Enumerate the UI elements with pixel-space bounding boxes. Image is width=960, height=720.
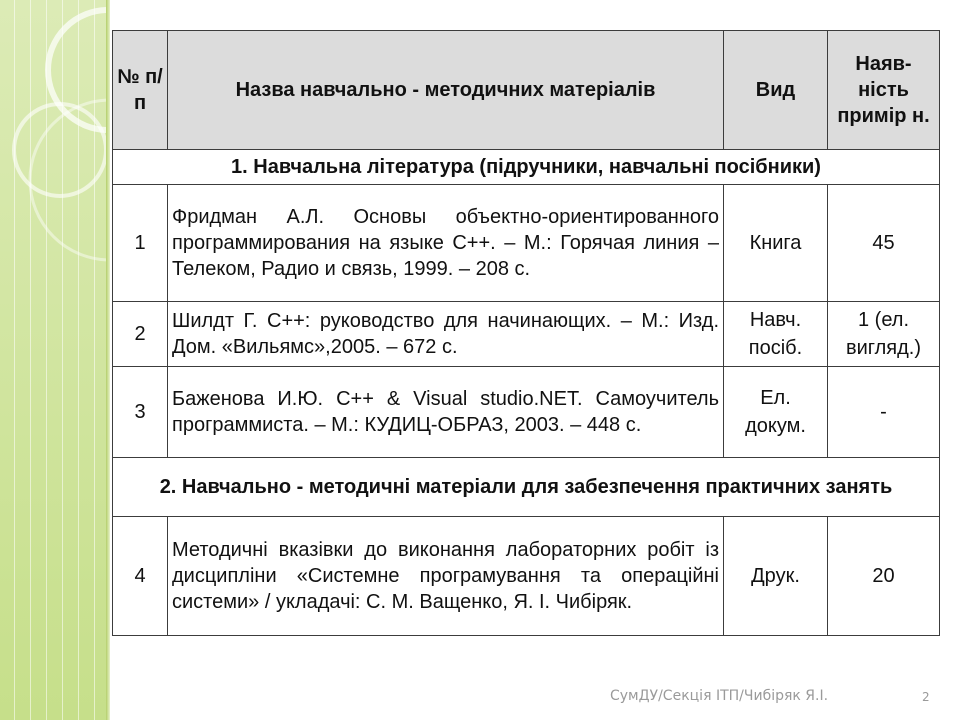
decorative-circles-icon — [0, 0, 106, 720]
row-num: 3 — [113, 367, 168, 458]
row-num: 4 — [113, 517, 168, 636]
row-title: Шилдт Г. С++: руководство для начинающих. – М.: Изд. Дом. «Вильямс»,2005. – 672 с. — [168, 302, 724, 367]
table-row — [113, 185, 940, 302]
row-type: Ел. докум. — [724, 367, 828, 458]
decorative-side-panel — [0, 0, 106, 720]
section-row — [113, 150, 940, 185]
header-count: Наяв-ність примір н. — [828, 31, 940, 150]
section-title: 2. Навчально - методичні матеріали для забезпечення практичних занять — [113, 458, 940, 517]
row-type: Навч. посіб. — [724, 302, 828, 367]
side-panel-edge — [106, 0, 110, 720]
header-title: Назва навчально - методичних матеріалів — [168, 31, 724, 150]
table-row — [113, 367, 940, 458]
row-title: Фридман А.Л. Основы объектно-ориентированного программирования на языке С++. – М.: Горячая линия – Телеком, Радио и связь, 1999. – 208 с. — [168, 185, 724, 302]
header-type: Вид — [724, 31, 828, 150]
table-row — [113, 517, 940, 636]
row-type: Друк. — [724, 517, 828, 636]
row-count: 1 (ел. вигляд.) — [828, 302, 940, 367]
header-num: № п/п — [113, 31, 168, 150]
footer-text: СумДУ/Секція ІТП/Чибіряк Я.І. — [610, 688, 829, 704]
section-title: 1. Навчальна література (підручники, навчальні посібники) — [113, 150, 940, 185]
row-title: Методичні вказівки до виконання лабораторних робіт із дисципліни «Системне програмування та операційні системи» / укладачі: С. М. Ващенко, Я. І. Чибіряк. — [168, 517, 724, 636]
page-number: 2 — [922, 690, 930, 704]
table-row — [113, 302, 940, 367]
row-num: 2 — [113, 302, 168, 367]
row-count: - — [828, 367, 940, 458]
row-title: Баженова И.Ю. С++ & Visual studio.NET. Самоучитель программиста. – М.: КУДИЦ-ОБРАЗ, 2003. – 448 с. — [168, 367, 724, 458]
section-row — [113, 458, 940, 517]
table-header-row — [113, 31, 940, 150]
row-num: 1 — [113, 185, 168, 302]
row-count: 45 — [828, 185, 940, 302]
row-type: Книга — [724, 185, 828, 302]
materials-table — [112, 30, 940, 636]
row-count: 20 — [828, 517, 940, 636]
